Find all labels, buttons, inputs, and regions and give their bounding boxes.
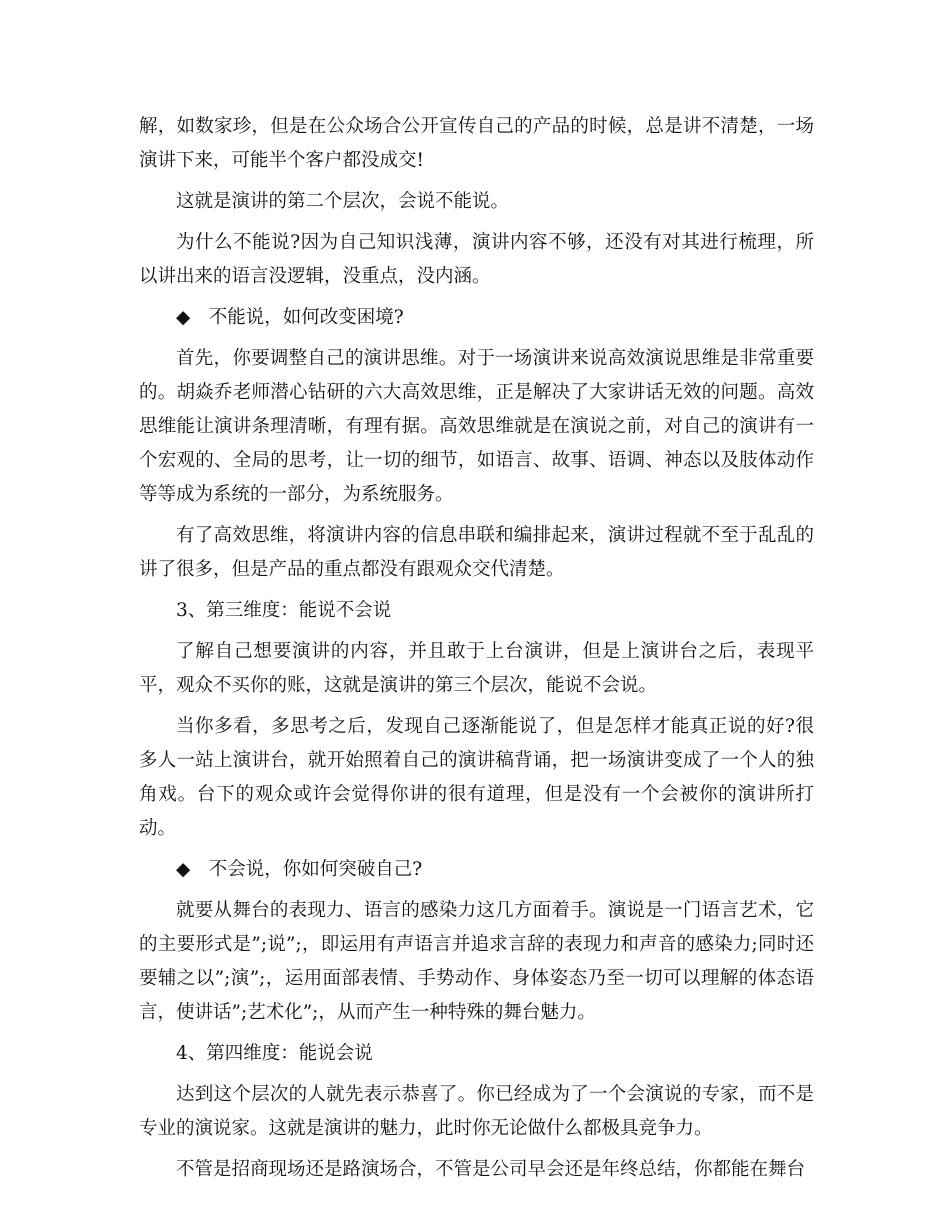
paragraph-any-occasion: 不管是招商现场还是路演场合，不管是公司早会还是年终总结，你都能在舞台	[176, 1159, 806, 1180]
paragraph-fourth-level: 达到这个层次的人就先表示恭喜了。你已经成为了一个会演说的专家，而不是专业的演说家。这就是演讲的魅力，此时你无论做什么都极具竞争力。	[139, 1084, 814, 1139]
paragraph-third-level: 了解自己想要演讲的内容，并且敢于上台演讲，但是上演讲台之后，表现平平，观众不买你的账，这就是演讲的第三个层次，能说不会说。	[139, 641, 814, 696]
section-heading-fourth-dimension: 4、第四维度：能说会说	[176, 1043, 373, 1064]
paragraph-continuation: 解，如数家珍，但是在公众场合公开宣传自己的产品的时候，总是讲不清楚，一场演讲下来，可能半个客户都没成交!	[139, 116, 814, 171]
paragraph-stage-expression: 就要从舞台的表现力、语言的感染力这几方面着手。演说是一门语言艺术，它的主要形式是”;说”;，即运用有声语言并追求言辞的表现力和声音的感染力;同时还要辅之以”;演”;，运用面部表情、手势动作、身体姿态乃至一切可以理解的体态语言，使讲话”;艺术化”;，从而产生一种特殊的舞台魅力。	[139, 900, 814, 1023]
paragraph-efficient-thinking: 首先，你要调整自己的演讲思维。对于一场演讲来说高效演说思维是非常重要的。胡焱乔老师潜心钻研的六大高效思维，正是解决了大家讲话无效的问题。高效思维能让演讲条理清晰，有理有据。高效思维就是在演说之前，对自己的演讲有一个宏观的、全局的思考，让一切的细节，如语言、故事、语调、神态以及肢体动作等等成为系统的一部分，为系统服务。	[139, 348, 814, 505]
paragraph-second-level: 这就是演讲的第二个层次，会说不能说。	[176, 191, 510, 212]
bullet-heading-breakthrough: ◆ 不会说，你如何突破自己?	[176, 859, 423, 880]
paragraph-why-cannot-speak: 为什么不能说?因为自己知识浅薄，演讲内容不够，还没有对其进行梳理，所以讲出来的语言没逻辑，没重点，没内涵。	[139, 232, 814, 287]
article-body	[139, 110, 814, 1194]
bullet-heading-change-dilemma: ◆ 不能说，如何改变困境?	[176, 307, 404, 328]
section-heading-third-dimension: 3、第三维度：能说不会说	[176, 600, 392, 621]
paragraph-with-efficient-thinking: 有了高效思维，将演讲内容的信息串联和编排起来，演讲过程就不至于乱乱的讲了很多，但是产品的重点都没有跟观众交代清楚。	[139, 525, 814, 580]
paragraph-speak-well: 当你多看，多思考之后，发现自己逐渐能说了，但是怎样才能真正说的好?很多人一站上演讲台，就开始照着自己的演讲稿背诵，把一场演讲变成了一个人的独角戏。台下的观众或许会觉得你讲的很有道理，但是没有一个会被你的演讲所打动。	[139, 716, 814, 839]
